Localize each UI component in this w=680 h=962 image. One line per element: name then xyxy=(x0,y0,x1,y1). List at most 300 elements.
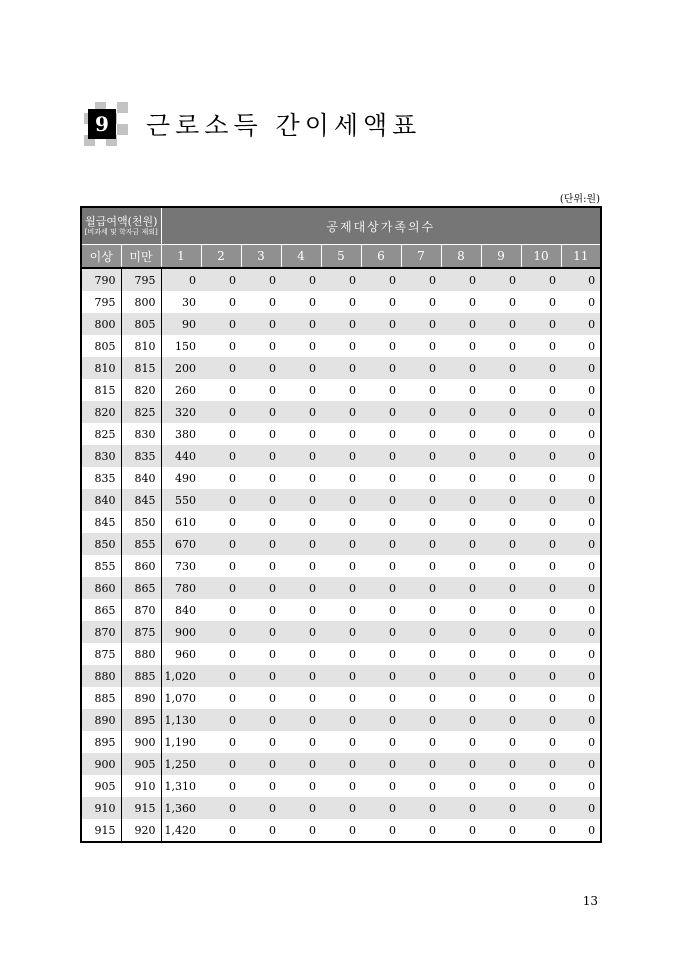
cell-value: 90 xyxy=(182,317,196,331)
cell-value: 0 xyxy=(309,383,316,397)
cell-value: 0 xyxy=(588,537,596,551)
cell-value: 0 xyxy=(588,779,596,793)
cell-value: 0 xyxy=(549,339,556,353)
cell-min: 845 xyxy=(81,511,121,533)
cell-value: 0 xyxy=(309,361,316,375)
cell-max: 815 xyxy=(121,357,161,379)
table-row xyxy=(81,687,601,709)
cell-value: 30 xyxy=(182,295,196,309)
cell-value: 0 xyxy=(549,317,556,331)
cell-value: 0 xyxy=(269,449,276,463)
cell-value: 1,420 xyxy=(164,823,196,837)
cell-value: 1,360 xyxy=(164,801,196,815)
cell-value: 440 xyxy=(175,449,196,463)
cell-max: 810 xyxy=(121,335,161,357)
table-row xyxy=(81,665,601,687)
cell-value: 0 xyxy=(309,647,316,661)
cell-value: 0 xyxy=(229,317,236,331)
cell-value: 0 xyxy=(509,559,516,573)
cell-value: 0 xyxy=(309,537,316,551)
cell-value: 0 xyxy=(389,757,396,771)
cell-value: 0 xyxy=(549,757,556,771)
cell-max: 840 xyxy=(121,467,161,489)
cell-value: 0 xyxy=(189,273,196,287)
col-header-family-8: 8 xyxy=(441,245,481,269)
cell-min: 855 xyxy=(81,555,121,577)
cell-value: 0 xyxy=(389,779,396,793)
cell-value: 1,310 xyxy=(164,779,196,793)
cell-value: 0 xyxy=(389,515,396,529)
cell-value: 0 xyxy=(349,669,356,683)
cell-value: 0 xyxy=(549,361,556,375)
cell-value: 0 xyxy=(229,405,236,419)
cell-value: 0 xyxy=(389,669,396,683)
cell-value: 0 xyxy=(469,295,476,309)
col-header-family-7: 7 xyxy=(401,245,441,269)
cell-min: 910 xyxy=(81,797,121,819)
header-band-1 xyxy=(81,207,601,245)
cell-value: 0 xyxy=(469,493,476,507)
cell-value: 0 xyxy=(429,515,436,529)
cell-value: 260 xyxy=(175,383,196,397)
cell-value: 0 xyxy=(549,515,556,529)
page-number: 13 xyxy=(582,894,598,908)
cell-value: 320 xyxy=(175,405,196,419)
cell-value: 1,190 xyxy=(164,735,196,749)
cell-value: 0 xyxy=(309,449,316,463)
col-header-family-2: 2 xyxy=(201,245,241,269)
cell-max: 825 xyxy=(121,401,161,423)
cell-value: 0 xyxy=(229,559,236,573)
cell-value: 0 xyxy=(429,383,436,397)
cell-value: 0 xyxy=(349,735,356,749)
cell-value: 0 xyxy=(509,625,516,639)
cell-value: 0 xyxy=(429,471,436,485)
cell-value: 780 xyxy=(175,581,196,595)
cell-min: 805 xyxy=(81,335,121,357)
cell-value: 0 xyxy=(469,339,476,353)
cell-value: 0 xyxy=(549,449,556,463)
cell-value: 0 xyxy=(509,471,516,485)
cell-value: 0 xyxy=(309,779,316,793)
unit-note: (단위:원) xyxy=(559,194,600,205)
cell-value: 0 xyxy=(588,735,596,749)
cell-max: 835 xyxy=(121,445,161,467)
cell-value: 0 xyxy=(509,669,516,683)
cell-value: 0 xyxy=(229,669,236,683)
cell-value: 0 xyxy=(549,471,556,485)
cell-value: 0 xyxy=(349,449,356,463)
cell-value: 0 xyxy=(509,295,516,309)
cell-value: 0 xyxy=(469,603,476,617)
cell-value: 0 xyxy=(549,823,556,837)
cell-value: 0 xyxy=(588,823,596,837)
cell-value: 0 xyxy=(389,405,396,419)
cell-value: 0 xyxy=(509,691,516,705)
cell-min: 885 xyxy=(81,687,121,709)
cell-max: 850 xyxy=(121,511,161,533)
salary-group-label: 월급여액(천원) xyxy=(85,215,158,228)
cell-value: 0 xyxy=(429,735,436,749)
cell-value: 0 xyxy=(269,273,276,287)
cell-value: 1,070 xyxy=(164,691,196,705)
cell-value: 0 xyxy=(349,515,356,529)
cell-value: 0 xyxy=(229,493,236,507)
cell-value: 150 xyxy=(175,339,196,353)
cell-value: 0 xyxy=(309,823,316,837)
cell-max: 795 xyxy=(121,268,161,291)
cell-value: 0 xyxy=(269,691,276,705)
cell-min: 850 xyxy=(81,533,121,555)
cell-value: 0 xyxy=(269,669,276,683)
cell-value: 0 xyxy=(588,515,596,529)
cell-min: 810 xyxy=(81,357,121,379)
cell-max: 855 xyxy=(121,533,161,555)
cell-value: 550 xyxy=(175,493,196,507)
cell-value: 0 xyxy=(389,361,396,375)
table-row xyxy=(81,313,601,335)
cell-value: 0 xyxy=(349,713,356,727)
cell-value: 0 xyxy=(549,647,556,661)
cell-value: 0 xyxy=(469,427,476,441)
cell-value: 0 xyxy=(429,779,436,793)
cell-value: 0 xyxy=(269,537,276,551)
cell-value: 0 xyxy=(269,559,276,573)
cell-value: 0 xyxy=(549,669,556,683)
col-header-family-1: 1 xyxy=(161,245,201,269)
cell-value: 0 xyxy=(269,713,276,727)
cell-value: 0 xyxy=(349,493,356,507)
cell-value: 0 xyxy=(349,383,356,397)
cell-value: 0 xyxy=(469,537,476,551)
cell-value: 0 xyxy=(588,383,596,397)
col-header-family-3: 3 xyxy=(241,245,281,269)
cell-value: 0 xyxy=(309,471,316,485)
cell-value: 0 xyxy=(349,339,356,353)
cell-value: 1,020 xyxy=(164,669,196,683)
cell-value: 0 xyxy=(469,625,476,639)
table-row xyxy=(81,643,601,665)
cell-value: 0 xyxy=(229,515,236,529)
cell-value: 0 xyxy=(549,625,556,639)
cell-value: 0 xyxy=(509,361,516,375)
cell-value: 0 xyxy=(429,801,436,815)
table-row xyxy=(81,797,601,819)
cell-value: 0 xyxy=(389,273,396,287)
cell-value: 0 xyxy=(229,273,236,287)
page-title: 근로소득 간이세액표 xyxy=(146,111,422,140)
checker-badge xyxy=(84,102,128,146)
cell-value: 0 xyxy=(509,405,516,419)
cell-value: 0 xyxy=(549,273,556,287)
cell-value: 490 xyxy=(175,471,196,485)
cell-value: 0 xyxy=(229,471,236,485)
table-row xyxy=(81,819,601,842)
cell-max: 870 xyxy=(121,599,161,621)
cell-value: 0 xyxy=(229,537,236,551)
cell-value: 0 xyxy=(309,713,316,727)
cell-value: 0 xyxy=(588,295,596,309)
cell-max: 860 xyxy=(121,555,161,577)
cell-max: 905 xyxy=(121,753,161,775)
cell-value: 0 xyxy=(588,449,596,463)
cell-value: 0 xyxy=(549,801,556,815)
cell-value: 0 xyxy=(349,273,356,287)
table-row xyxy=(81,599,601,621)
cell-value: 0 xyxy=(429,317,436,331)
cell-value: 0 xyxy=(269,647,276,661)
cell-value: 0 xyxy=(549,295,556,309)
cell-value: 0 xyxy=(549,405,556,419)
cell-value: 0 xyxy=(269,383,276,397)
cell-min: 880 xyxy=(81,665,121,687)
cell-value: 0 xyxy=(429,757,436,771)
cell-value: 0 xyxy=(389,625,396,639)
cell-value: 0 xyxy=(389,537,396,551)
cell-value: 0 xyxy=(309,295,316,309)
cell-value: 0 xyxy=(309,273,316,287)
cell-max: 865 xyxy=(121,577,161,599)
cell-value: 0 xyxy=(588,471,596,485)
cell-value: 0 xyxy=(509,603,516,617)
table-row xyxy=(81,401,601,423)
cell-value: 0 xyxy=(349,471,356,485)
cell-max: 800 xyxy=(121,291,161,313)
cell-value: 0 xyxy=(389,427,396,441)
cell-value: 0 xyxy=(509,339,516,353)
cell-value: 0 xyxy=(309,427,316,441)
cell-value: 0 xyxy=(429,427,436,441)
cell-value: 0 xyxy=(309,559,316,573)
cell-value: 0 xyxy=(469,735,476,749)
cell-min: 835 xyxy=(81,467,121,489)
cell-value: 0 xyxy=(588,647,596,661)
col-header-family-6: 6 xyxy=(361,245,401,269)
cell-value: 0 xyxy=(469,405,476,419)
cell-value: 0 xyxy=(309,317,316,331)
cell-value: 0 xyxy=(509,515,516,529)
cell-value: 0 xyxy=(469,559,476,573)
cell-value: 0 xyxy=(429,625,436,639)
cell-value: 840 xyxy=(175,603,196,617)
cell-value: 0 xyxy=(389,647,396,661)
section-header xyxy=(84,102,421,146)
cell-value: 0 xyxy=(269,295,276,309)
cell-value: 0 xyxy=(229,757,236,771)
cell-value: 0 xyxy=(349,647,356,661)
cell-value: 0 xyxy=(509,427,516,441)
cell-value: 0 xyxy=(389,581,396,595)
table-row xyxy=(81,423,601,445)
cell-value: 0 xyxy=(549,713,556,727)
cell-value: 0 xyxy=(229,779,236,793)
cell-value: 0 xyxy=(229,339,236,353)
cell-min: 830 xyxy=(81,445,121,467)
cell-value: 0 xyxy=(229,383,236,397)
cell-value: 0 xyxy=(229,647,236,661)
col-header-family-9: 9 xyxy=(481,245,521,269)
cell-value: 0 xyxy=(469,471,476,485)
cell-value: 0 xyxy=(469,713,476,727)
cell-value: 0 xyxy=(349,757,356,771)
cell-value: 0 xyxy=(389,823,396,837)
cell-value: 1,250 xyxy=(164,757,196,771)
cell-value: 0 xyxy=(309,493,316,507)
table-row xyxy=(81,467,601,489)
cell-value: 0 xyxy=(389,493,396,507)
cell-value: 0 xyxy=(389,295,396,309)
cell-value: 0 xyxy=(349,603,356,617)
cell-min: 860 xyxy=(81,577,121,599)
cell-value: 610 xyxy=(175,515,196,529)
cell-value: 730 xyxy=(175,559,196,573)
cell-value: 0 xyxy=(429,273,436,287)
cell-value: 0 xyxy=(429,647,436,661)
cell-value: 0 xyxy=(509,647,516,661)
cell-value: 0 xyxy=(309,603,316,617)
cell-value: 0 xyxy=(349,823,356,837)
cell-value: 0 xyxy=(349,295,356,309)
cell-value: 0 xyxy=(309,669,316,683)
cell-min: 800 xyxy=(81,313,121,335)
cell-value: 0 xyxy=(269,603,276,617)
cell-value: 0 xyxy=(269,361,276,375)
cell-value: 0 xyxy=(509,273,516,287)
cell-value: 0 xyxy=(229,713,236,727)
cell-min: 820 xyxy=(81,401,121,423)
cell-value: 0 xyxy=(549,559,556,573)
cell-value: 200 xyxy=(175,361,196,375)
table-row xyxy=(81,577,601,599)
cell-min: 905 xyxy=(81,775,121,797)
cell-value: 0 xyxy=(429,603,436,617)
cell-value: 0 xyxy=(389,559,396,573)
cell-value: 0 xyxy=(509,713,516,727)
cell-min: 795 xyxy=(81,291,121,313)
cell-value: 0 xyxy=(469,757,476,771)
cell-min: 875 xyxy=(81,643,121,665)
col-header-family-10: 10 xyxy=(521,245,561,269)
salary-group-sublabel: [비과세 및 학자금 제외] xyxy=(84,228,158,236)
cell-value: 0 xyxy=(549,735,556,749)
cell-value: 0 xyxy=(588,273,596,287)
cell-value: 0 xyxy=(588,757,596,771)
cell-value: 0 xyxy=(588,691,596,705)
cell-min: 825 xyxy=(81,423,121,445)
cell-value: 0 xyxy=(229,427,236,441)
cell-value: 0 xyxy=(389,317,396,331)
table-body xyxy=(81,268,601,842)
cell-value: 0 xyxy=(588,559,596,573)
cell-min: 895 xyxy=(81,731,121,753)
table-row xyxy=(81,621,601,643)
cell-value: 0 xyxy=(469,383,476,397)
cell-value: 0 xyxy=(309,339,316,353)
cell-value: 0 xyxy=(429,559,436,573)
cell-value: 0 xyxy=(429,669,436,683)
table-row xyxy=(81,533,601,555)
cell-value: 0 xyxy=(349,317,356,331)
cell-value: 0 xyxy=(229,735,236,749)
cell-value: 0 xyxy=(349,581,356,595)
cell-max: 875 xyxy=(121,621,161,643)
table-row xyxy=(81,753,601,775)
cell-value: 0 xyxy=(309,735,316,749)
cell-value: 0 xyxy=(269,735,276,749)
cell-value: 0 xyxy=(309,515,316,529)
cell-value: 0 xyxy=(509,317,516,331)
cell-value: 0 xyxy=(588,581,596,595)
cell-value: 0 xyxy=(309,581,316,595)
cell-value: 960 xyxy=(175,647,196,661)
cell-value: 0 xyxy=(349,625,356,639)
cell-value: 0 xyxy=(469,647,476,661)
cell-value: 0 xyxy=(588,603,596,617)
cell-value: 0 xyxy=(469,581,476,595)
family-group-header xyxy=(161,207,601,245)
cell-value: 0 xyxy=(389,339,396,353)
cell-value: 0 xyxy=(429,581,436,595)
cell-value: 0 xyxy=(349,691,356,705)
cell-value: 0 xyxy=(588,669,596,683)
cell-value: 0 xyxy=(429,493,436,507)
table-row xyxy=(81,511,601,533)
table-row xyxy=(81,335,601,357)
cell-value: 0 xyxy=(509,779,516,793)
cell-value: 0 xyxy=(509,735,516,749)
table-row xyxy=(81,555,601,577)
cell-value: 380 xyxy=(175,427,196,441)
cell-value: 0 xyxy=(349,405,356,419)
cell-value: 0 xyxy=(549,537,556,551)
cell-value: 0 xyxy=(269,339,276,353)
cell-value: 0 xyxy=(229,801,236,815)
cell-value: 0 xyxy=(588,361,596,375)
cell-value: 0 xyxy=(549,779,556,793)
cell-max: 880 xyxy=(121,643,161,665)
cell-value: 0 xyxy=(229,295,236,309)
header-band-2 xyxy=(81,245,601,269)
cell-value: 0 xyxy=(389,691,396,705)
cell-max: 915 xyxy=(121,797,161,819)
table-row xyxy=(81,775,601,797)
cell-value: 0 xyxy=(349,779,356,793)
cell-value: 0 xyxy=(509,537,516,551)
table-row xyxy=(81,379,601,401)
cell-value: 0 xyxy=(429,339,436,353)
cell-max: 900 xyxy=(121,731,161,753)
cell-max: 845 xyxy=(121,489,161,511)
col-header-family-4: 4 xyxy=(281,245,321,269)
cell-max: 920 xyxy=(121,819,161,842)
col-header-min: 이상 xyxy=(81,245,121,269)
cell-value: 0 xyxy=(389,603,396,617)
cell-value: 0 xyxy=(269,801,276,815)
cell-value: 0 xyxy=(269,317,276,331)
cell-value: 0 xyxy=(349,537,356,551)
table-row xyxy=(81,709,601,731)
cell-value: 0 xyxy=(509,493,516,507)
cell-value: 0 xyxy=(588,713,596,727)
cell-value: 0 xyxy=(429,713,436,727)
col-header-max: 미만 xyxy=(121,245,161,269)
table-row xyxy=(81,268,601,291)
cell-value: 0 xyxy=(389,449,396,463)
cell-value: 0 xyxy=(549,427,556,441)
cell-value: 0 xyxy=(269,823,276,837)
cell-value: 0 xyxy=(389,735,396,749)
cell-value: 0 xyxy=(229,823,236,837)
